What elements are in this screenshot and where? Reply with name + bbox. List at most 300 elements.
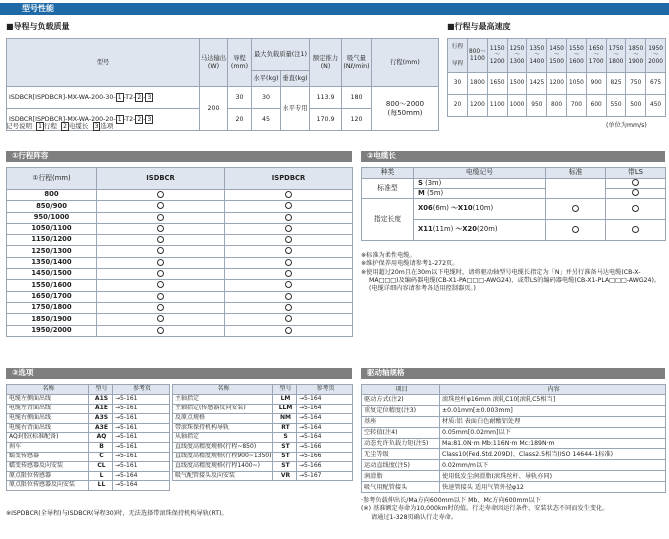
th-opt-model: 型号 <box>89 385 113 395</box>
isdbcr-cell <box>97 246 225 257</box>
option-page: →5-167 <box>297 471 353 481</box>
model-text: ISDBCR[ISPDBCR]-MX-WA-200-30- <box>9 94 116 101</box>
stroke-value <box>372 87 439 131</box>
option-model: CL <box>89 462 113 472</box>
stroke-head-text: 1650 <box>588 45 604 52</box>
stroke-row <box>7 190 353 201</box>
cable-len: (6m) <box>432 204 449 213</box>
air-value: 120 <box>342 109 372 131</box>
option-name: 直线度高精度规格(行程1400~) <box>173 462 273 472</box>
option-row <box>173 404 353 414</box>
option-name: 直线度高精度规格(行程900~1350) <box>173 452 273 462</box>
circle-icon <box>285 304 292 311</box>
options-section-bar <box>6 368 352 379</box>
option-page: →5-166 <box>297 462 353 472</box>
legend <box>6 122 113 131</box>
option-page: →5-161 <box>113 433 170 443</box>
drive-row <box>362 427 666 438</box>
drive-content: Class10(Fed.Std.209D)、Class2.5相当(ISO 14644-1标准) <box>440 449 666 460</box>
speed-unit: (单位为mm/s) <box>606 122 647 129</box>
legend-box-2: 2 <box>63 123 67 130</box>
option-page: →5-161 <box>113 404 170 414</box>
cable-code-x06 <box>414 199 546 220</box>
cable-len: (3m) <box>425 178 442 187</box>
stroke-head-text2: 1600 <box>569 58 584 65</box>
legend-box-3: 3 <box>94 123 99 130</box>
drive-row <box>362 395 666 406</box>
circle-icon <box>285 315 292 322</box>
speed-cell: 450 <box>646 95 666 117</box>
cable-len: (11m) <box>432 225 454 234</box>
stroke-head-text2: 1400 <box>529 58 545 65</box>
th-content: 内容 <box>440 385 666 395</box>
stroke-row <box>7 223 353 234</box>
isdbcr-cell <box>97 269 225 280</box>
speed-cell: 800 <box>547 95 567 117</box>
legend-text-2: 电缆长 <box>68 122 89 130</box>
stroke-row <box>7 257 353 268</box>
option-name: 蠕变传感器 <box>7 452 89 462</box>
circle-icon <box>157 270 164 277</box>
box-3: 3 <box>147 116 152 123</box>
cable-std-x11 <box>546 220 606 241</box>
speed-cell: 600 <box>586 95 606 117</box>
option-name: 带滚珠保持机构导轨 <box>173 423 273 433</box>
cable-code-m <box>414 189 546 199</box>
stroke-head-8: 1850 ～ 1900 <box>626 39 646 73</box>
circle-icon <box>632 226 639 233</box>
stroke-row <box>7 280 353 291</box>
model-row-2: ISDBCR[ISPDBCR]-MX-WA-200-20- 1 -T2- 2 - 3 <box>7 109 200 131</box>
drive-item: 吸气用配管接头 <box>362 482 440 493</box>
option-model: VR <box>273 471 297 481</box>
option-page: →5-161 <box>113 462 170 472</box>
th-cable-code: 电缆记号 <box>414 168 546 179</box>
circle-icon <box>632 179 639 186</box>
speed-table <box>447 38 666 117</box>
stroke-cell: 800 <box>7 190 97 201</box>
circle-icon <box>157 293 164 300</box>
ispdbcr-cell <box>225 212 353 223</box>
drive-content: 材质:铝 表面白色耐酸铝处理 <box>440 416 666 427</box>
cable-ls-m <box>606 189 666 199</box>
horizontal-value: 45 <box>252 109 281 131</box>
stroke-cell: 1550/1600 <box>7 280 97 291</box>
option-row <box>173 452 353 462</box>
cable-len-to: (10m) <box>472 204 494 213</box>
cable-ls-x11 <box>606 220 666 241</box>
stroke-head-text: 1850 <box>628 45 644 52</box>
stroke-head-7: 1750 ～ 1800 <box>606 39 626 73</box>
drive-item: 运动直线度(注5) <box>362 460 440 471</box>
stroke-head-text2: 1200 <box>489 58 505 65</box>
drive-row <box>362 416 666 427</box>
drive-note: ·参考负载伸出长/Ma方向600mm以下 Mb、Mc方向600mm以下 <box>361 497 541 504</box>
t2-label: T2 <box>125 116 134 123</box>
option-model: A3S <box>89 414 113 424</box>
drive-content: 0.05mm[0.02mm]以下 <box>440 427 666 438</box>
cable-code: M <box>418 188 425 197</box>
ispdbcr-cell <box>225 291 353 302</box>
horizontal-value: 30 <box>252 87 281 109</box>
stroke-cell: 1850/1900 <box>7 314 97 325</box>
isdbcr-cell <box>97 235 225 246</box>
stroke-head-text: 800～1100 <box>468 49 486 62</box>
speed-cell: 1500 <box>507 73 527 95</box>
circle-icon <box>632 205 639 212</box>
circle-icon <box>285 214 292 221</box>
drive-section-bar <box>361 368 665 379</box>
stroke-row <box>7 269 353 280</box>
circle-icon <box>157 304 164 311</box>
option-name: 直线度高精度规格(行程~850) <box>173 442 273 452</box>
option-model: NM <box>273 414 297 424</box>
th-opt-name: 名称 <box>7 385 89 395</box>
option-model: LLM <box>273 404 297 414</box>
stroke-row <box>7 201 353 212</box>
cable-note: (电缆详细内容请参考各适用控制器页。) <box>369 285 476 293</box>
stroke-row <box>7 212 353 223</box>
cable-std-x06 <box>546 199 606 220</box>
circle-icon <box>157 214 164 221</box>
option-page: →5-161 <box>113 395 170 405</box>
option-row <box>7 395 170 405</box>
option-row <box>7 471 170 481</box>
circle-icon <box>285 293 292 300</box>
isdbcr-cell <box>97 291 225 302</box>
option-model: S <box>273 433 297 443</box>
option-row <box>173 471 353 481</box>
option-model: C <box>89 452 113 462</box>
speed-cell: 1650 <box>487 73 507 95</box>
option-model: B <box>89 442 113 452</box>
ispdbcr-cell <box>225 246 353 257</box>
isdbcr-cell <box>97 201 225 212</box>
ispdbcr-cell <box>225 280 353 291</box>
stroke-head-5: 1550 ～ 1600 <box>566 39 586 73</box>
option-row <box>7 404 170 414</box>
lead-value: 30 <box>228 87 252 109</box>
th-with-ls: 带LS <box>606 168 666 179</box>
legend-prefix: 记号说明 <box>6 122 32 130</box>
option-model: A1S <box>89 395 113 405</box>
option-page: →5-164 <box>297 414 353 424</box>
corner-cell <box>448 39 468 73</box>
circle-icon <box>572 205 579 212</box>
options-note: ※ISPDBCR(全导程)与ISDBCR(导程30)时，无法选择带滚珠保持机构导轨(RT)。 <box>6 510 228 517</box>
drive-item: 基座 <box>362 416 440 427</box>
speed-cell: 550 <box>606 95 626 117</box>
stroke-cell: 850/900 <box>7 201 97 212</box>
cable-code-s <box>414 179 546 189</box>
option-model: A3E <box>89 423 113 433</box>
stroke-head-1: 1150 ～ 1200 <box>487 39 507 73</box>
circle-icon <box>285 202 292 209</box>
option-model: ST <box>273 442 297 452</box>
option-model: L <box>89 471 113 481</box>
th-motor: 马达输出(W) <box>200 39 228 87</box>
speed-cell: 675 <box>646 73 666 95</box>
option-model: RT <box>273 423 297 433</box>
option-page: →5-161 <box>113 423 170 433</box>
legend-text-1: 行程 <box>43 122 57 130</box>
option-row <box>173 462 353 472</box>
option-page: →5-166 <box>297 442 353 452</box>
option-name: 电缆左背面出线 <box>7 404 89 414</box>
option-name: 主轴指定 <box>173 395 273 405</box>
circle-icon <box>285 281 292 288</box>
ispdbcr-cell <box>225 201 353 212</box>
drive-table <box>361 384 666 493</box>
option-page: →5-164 <box>297 423 353 433</box>
th-ispdbcr: ISPDBCR <box>225 168 353 190</box>
isdbcr-cell <box>97 302 225 313</box>
option-name: 刹车 <box>7 442 89 452</box>
drive-row <box>362 438 666 449</box>
page-title: 型号性能 <box>22 4 54 14</box>
stroke-cell: 950/1000 <box>7 212 97 223</box>
option-row <box>173 414 353 424</box>
drive-row <box>362 482 666 493</box>
isdbcr-cell <box>97 280 225 291</box>
stroke-cell: 1050/1100 <box>7 223 97 234</box>
cable-code: X06 <box>418 204 433 213</box>
drive-row <box>362 460 666 471</box>
options-right-table <box>172 384 353 481</box>
drive-content: 快速管接头 适用气管外径φ12 <box>440 482 666 493</box>
speed-cell: 700 <box>566 95 586 117</box>
th-stroke: 行程(mm) <box>372 39 439 87</box>
option-model: ST <box>273 462 297 472</box>
circle-icon <box>157 225 164 232</box>
circle-icon <box>285 259 292 266</box>
option-model: A1E <box>89 404 113 414</box>
drive-content: 使用低发尘润滑脂(滚珠丝杆、导轨亦同) <box>440 471 666 482</box>
drive-item: 润滑脂 <box>362 471 440 482</box>
stroke-row <box>7 235 353 246</box>
th-lead: 导程(mm) <box>228 39 252 87</box>
ispdbcr-cell <box>225 325 353 336</box>
stroke-head-text: 1550 <box>569 45 584 52</box>
model-row-1: ISDBCR[ISPDBCR]-MX-WA-200-30- 1 -T2- 2 - 3 <box>7 87 200 109</box>
stroke-head-9: 1950 ～ 2000 <box>646 39 666 73</box>
option-page: →5-161 <box>113 414 170 424</box>
stroke-row <box>7 325 353 336</box>
cable-code: X11 <box>418 225 433 234</box>
drive-item: 动态允许负载力矩(注5) <box>362 438 440 449</box>
th-maxload: 最大负载质量(注1) <box>252 39 310 71</box>
drive-content: 滚珠丝杆φ16mm 滚轧C10[滚轧C5相当] <box>440 395 666 406</box>
circle-icon <box>572 226 579 233</box>
stroke-head-text2: 1800 <box>608 58 624 65</box>
option-name: 吸气配管接头反向安装 <box>173 471 273 481</box>
cable-ls-x06 <box>606 199 666 220</box>
cable-note: ※使用超过20m且在30m以下电缆时，请将驱动轴型号电缆长指定为「N」并另行准备马达电缆(CB-X-MA□□□)及编码器电缆(CB-X1-PA□□□-AWG24)、或带LS的编码器电缆(CB-X1-PLA□□□-AWG24)。 <box>361 268 661 285</box>
options-left-table <box>6 384 170 491</box>
stroke-head-text: 1950 <box>648 45 663 52</box>
option-row <box>7 462 170 472</box>
kind-standard: 标准型 <box>362 179 414 199</box>
stroke-row <box>7 302 353 313</box>
isdbcr-cell <box>97 257 225 268</box>
circle-icon <box>157 191 164 198</box>
stroke-cell: 1250/1300 <box>7 246 97 257</box>
ispdbcr-cell <box>225 235 353 246</box>
drive-row <box>362 449 666 460</box>
isdbcr-cell <box>97 212 225 223</box>
cable-code-to: ～X20 <box>455 225 477 234</box>
ispdbcr-cell <box>225 269 353 280</box>
stroke-cell: 1350/1400 <box>7 257 97 268</box>
th-horizontal: 水平(kg) <box>252 71 281 87</box>
option-page: →5-164 <box>297 433 353 443</box>
stroke-cell: 1150/1200 <box>7 235 97 246</box>
option-row <box>173 433 353 443</box>
load-section-title: ■导程与负载质量 <box>6 22 70 31</box>
cable-section-title: ②电缆长 <box>367 151 396 161</box>
air-value: 180 <box>342 87 372 109</box>
speed-cell: 1100 <box>487 95 507 117</box>
th-opt-page: 参考页 <box>297 385 353 395</box>
drive-item: 驱动方式(注2) <box>362 395 440 406</box>
th-isdbcr: ISDBCR <box>97 168 225 190</box>
speed-cell: 1200 <box>547 73 567 95</box>
drive-item: 重复定位精度(注3) <box>362 405 440 416</box>
speed-cell: 950 <box>527 95 547 117</box>
isdbcr-cell <box>97 314 225 325</box>
legend-text-3: 选项 <box>100 122 114 130</box>
th-opt-name: 名称 <box>173 385 273 395</box>
box-2: 2 <box>137 116 142 123</box>
stroke-head-3: 1350 ～ 1400 <box>527 39 547 73</box>
model-text: ISDBCR[ISPDBCR]-MX-WA-200-20- <box>9 116 116 123</box>
th-standard: 标准 <box>546 168 606 179</box>
t2-label: T2 <box>125 94 134 101</box>
th-opt-model: 型号 <box>273 385 297 395</box>
option-name: 从轴指定 <box>173 433 273 443</box>
speed-cell: 1800 <box>468 73 488 95</box>
option-name: 蠕变传感器反向安装 <box>7 462 89 472</box>
cable-note: ※标准为柔性电缆。 <box>361 252 416 259</box>
stroke-table <box>6 167 353 337</box>
stroke-head-text: 1250 <box>509 45 525 52</box>
speed-cell: 825 <box>606 73 626 95</box>
option-page: →5-164 <box>113 471 170 481</box>
stroke-head-text2: 1900 <box>628 58 644 65</box>
speed-cell: 1200 <box>468 95 488 117</box>
isdbcr-cell <box>97 223 225 234</box>
ispdbcr-cell <box>225 190 353 201</box>
circle-icon <box>157 327 164 334</box>
circle-icon <box>285 225 292 232</box>
kind-specified: 指定长度 <box>362 199 414 241</box>
stroke-head-text2: 2000 <box>648 58 663 65</box>
cable-len: (5m) <box>426 188 444 197</box>
option-model: AQ <box>89 433 113 443</box>
th-item: 项目 <box>362 385 440 395</box>
legend-box-1: 1 <box>38 123 42 130</box>
isdbcr-cell <box>97 190 225 201</box>
th-model: 型号 <box>7 39 200 87</box>
drive-row <box>362 405 666 416</box>
circle-icon <box>157 236 164 243</box>
option-name: 主轴指定(传感器反向安装) <box>173 404 273 414</box>
cable-notes <box>361 252 665 294</box>
stroke-row <box>7 314 353 325</box>
cable-std-blank <box>546 179 606 199</box>
corner-top: 行程 <box>451 44 464 51</box>
circle-icon <box>157 247 164 254</box>
stroke-head-0 <box>468 39 488 73</box>
stroke-sub: (每50mm) <box>387 108 423 117</box>
option-row <box>173 442 353 452</box>
stroke-cell: 1750/1800 <box>7 302 97 313</box>
th-vertical: 垂直(kg) <box>281 71 310 87</box>
option-row <box>7 423 170 433</box>
corner-bot: 导程 <box>451 60 464 67</box>
option-model: LM <box>273 395 297 405</box>
stroke-range: 800～2000 <box>385 100 425 109</box>
option-row <box>173 423 353 433</box>
thrust-value: 170.9 <box>310 109 342 131</box>
options-section-title: ③选项 <box>12 368 34 378</box>
option-row <box>7 442 170 452</box>
stroke-row <box>7 246 353 257</box>
drive-row <box>362 471 666 482</box>
circle-icon <box>157 281 164 288</box>
box-1: 1 <box>117 116 122 123</box>
stroke-head-text: 1450 <box>549 45 564 52</box>
option-row <box>173 395 353 405</box>
cable-len-to: (20m) <box>476 225 498 234</box>
drive-content: Ma:81.0N·m Mb:116N·m Mc:189N·m <box>440 438 666 449</box>
circle-icon <box>632 189 639 196</box>
th-opt-page: 参考页 <box>113 385 170 395</box>
drive-item: 空转值(注4) <box>362 427 440 438</box>
thrust-value: 113.9 <box>310 87 342 109</box>
option-name: 原点限位传感器反向安装 <box>7 481 89 491</box>
circle-icon <box>157 315 164 322</box>
cable-ls-s <box>606 179 666 189</box>
stroke-row <box>7 291 353 302</box>
option-name: 原点限位传感器 <box>7 471 89 481</box>
speed-cell: 750 <box>626 73 646 95</box>
circle-icon <box>285 327 292 334</box>
stroke-cell: 1650/1700 <box>7 291 97 302</box>
speed-cell: 1425 <box>527 73 547 95</box>
option-row <box>7 481 170 491</box>
circle-icon <box>157 202 164 209</box>
option-row <box>7 414 170 424</box>
cable-section-bar <box>361 151 665 162</box>
option-name: AQ封胶(标准配备) <box>7 433 89 443</box>
speed-lead: 30 <box>448 73 468 95</box>
load-table <box>6 38 439 131</box>
speed-cell: 1000 <box>507 95 527 117</box>
option-model: ST <box>273 452 297 462</box>
th-air: 吸气量(Nℓ/min) <box>342 39 372 87</box>
page-title-bar <box>0 3 669 15</box>
th-kind: 种类 <box>362 168 414 179</box>
stroke-head-text2: 1700 <box>588 58 604 65</box>
ispdbcr-cell <box>225 257 353 268</box>
stroke-section-title: ①行程阵容 <box>12 151 49 161</box>
ispdbcr-cell <box>225 302 353 313</box>
option-name: 电缆右侧面出线 <box>7 414 89 424</box>
circle-icon <box>285 191 292 198</box>
isdbcr-cell <box>97 325 225 336</box>
cable-code: S <box>418 178 423 187</box>
